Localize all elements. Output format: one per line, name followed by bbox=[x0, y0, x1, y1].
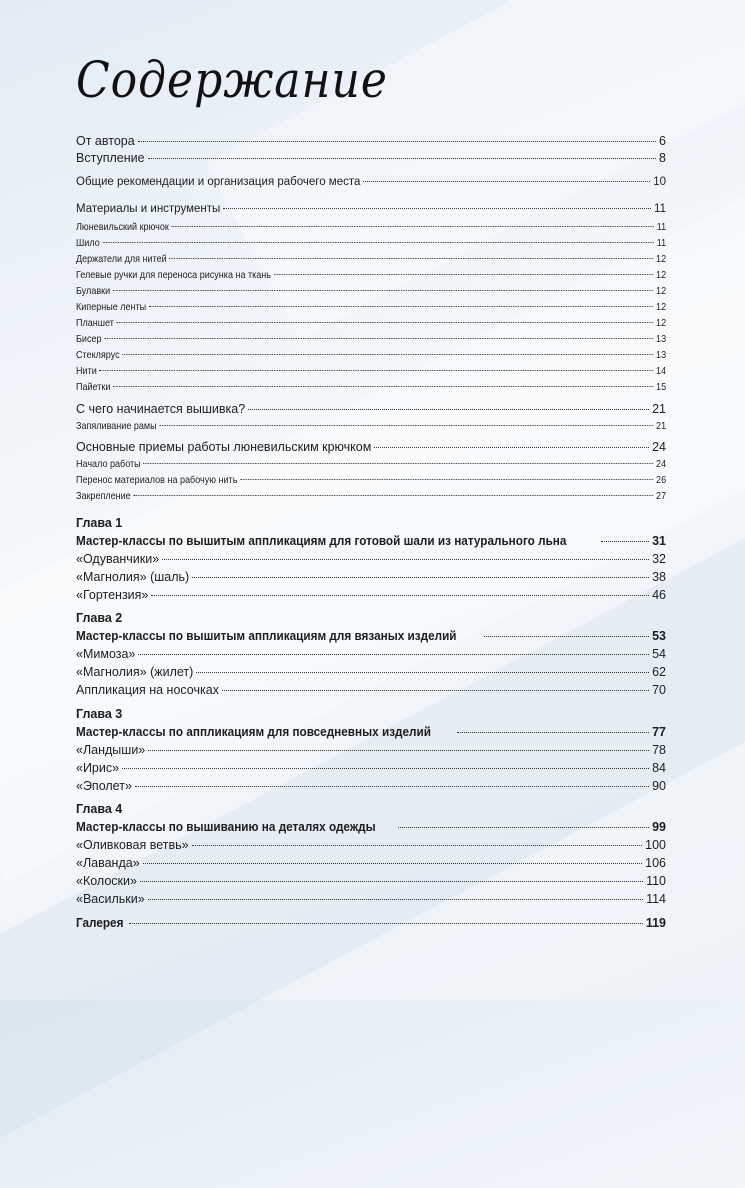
toc-entry-page: 84 bbox=[652, 761, 666, 775]
toc-entry[interactable] bbox=[76, 176, 666, 188]
toc-entry-page: 14 bbox=[656, 365, 667, 377]
toc-entry-page: 21 bbox=[652, 402, 666, 416]
toc-entry-title: С чего начинается вышивка? bbox=[76, 402, 246, 416]
toc-entry-title: Мастер-классы по вышитым аппликациям для вязаных изделий bbox=[76, 629, 457, 643]
toc-entry-page: 21 bbox=[656, 420, 667, 432]
toc-entry-title: Основные приемы работы люневильским крючком bbox=[76, 440, 372, 454]
toc-entry-title: «Гортензия» bbox=[76, 588, 149, 602]
toc-entry-page: 119 bbox=[645, 916, 666, 930]
toc-subentry[interactable] bbox=[76, 490, 666, 502]
toc-subentry[interactable] bbox=[76, 317, 666, 329]
toc-entry-page: 106 bbox=[645, 856, 666, 870]
toc-entry-title: «Одуванчики» bbox=[76, 552, 160, 566]
toc-entry-page: 31 bbox=[652, 534, 666, 548]
toc-entry-page: 6 bbox=[659, 134, 666, 148]
toc-subentry[interactable] bbox=[76, 301, 666, 313]
toc-subentry[interactable] bbox=[76, 349, 666, 361]
toc-entry[interactable] bbox=[76, 402, 666, 416]
toc-entry-page: 46 bbox=[652, 588, 666, 602]
toc-entry-page: 13 bbox=[656, 333, 667, 345]
toc-entry-title: Планшет bbox=[76, 317, 114, 329]
toc-subentry[interactable] bbox=[76, 420, 666, 432]
toc-entry[interactable] bbox=[76, 647, 666, 661]
toc-subentry[interactable] bbox=[76, 365, 666, 377]
chapter-title-entry[interactable] bbox=[76, 820, 666, 834]
toc-entry[interactable] bbox=[76, 151, 666, 165]
toc-entry-title: «Васильки» bbox=[76, 892, 145, 906]
toc-entry[interactable] bbox=[76, 838, 666, 852]
toc-entry-page: 24 bbox=[656, 458, 667, 470]
toc-entry-title: Пайетки bbox=[76, 381, 111, 393]
toc-entry-title: Держатели для нитей bbox=[76, 253, 167, 265]
toc-entry-page: 11 bbox=[656, 237, 667, 249]
chapter-label: Глава 3 bbox=[76, 707, 123, 721]
chapter-title-entry[interactable] bbox=[76, 534, 666, 548]
toc-entry[interactable] bbox=[76, 665, 666, 679]
toc-entry[interactable] bbox=[76, 552, 666, 566]
toc-entry[interactable] bbox=[76, 761, 666, 775]
toc-entry[interactable] bbox=[76, 440, 666, 454]
toc-entry-title: «Оливковая ветвь» bbox=[76, 838, 189, 852]
toc-entry[interactable] bbox=[76, 874, 666, 888]
chapter-title-entry[interactable] bbox=[76, 629, 666, 643]
toc-entry-page: 12 bbox=[656, 317, 667, 329]
toc-entry-title: Булавки bbox=[76, 285, 111, 297]
toc-entry-title: Аппликация на носочках bbox=[76, 683, 219, 697]
toc-entry[interactable] bbox=[76, 570, 666, 584]
toc-entry-page: 8 bbox=[659, 151, 666, 165]
toc-subentry[interactable] bbox=[76, 474, 666, 486]
page-title: Содержание bbox=[76, 52, 388, 110]
toc-entry-page: 38 bbox=[652, 570, 666, 584]
toc-entry-title: «Магнолия» (шаль) bbox=[76, 570, 190, 584]
toc-entry[interactable] bbox=[76, 743, 666, 757]
toc-entry-page: 78 bbox=[652, 743, 666, 757]
toc-entry-page: 12 bbox=[656, 269, 667, 281]
toc-entry[interactable] bbox=[76, 779, 666, 793]
toc-entry-page: 114 bbox=[646, 892, 666, 906]
toc-subentry[interactable] bbox=[76, 333, 666, 345]
toc-entry-title: Мастер-классы по вышитым аппликациям для готовой шали из натурального льна bbox=[76, 534, 567, 548]
toc-entry-title: Галерея bbox=[76, 916, 124, 930]
toc-entry-title: Запяливание рамы bbox=[76, 420, 157, 432]
toc-entry-page: 99 bbox=[652, 820, 666, 834]
toc-subentry[interactable] bbox=[76, 269, 666, 281]
toc-subentry[interactable] bbox=[76, 381, 666, 393]
toc-entry[interactable] bbox=[76, 892, 666, 906]
toc-subentry[interactable] bbox=[76, 237, 666, 249]
chapter-label: Глава 2 bbox=[76, 611, 123, 625]
toc-subentry[interactable] bbox=[76, 458, 666, 470]
toc-entry[interactable] bbox=[76, 856, 666, 870]
toc-subentry[interactable] bbox=[76, 253, 666, 265]
toc-entry-page: 100 bbox=[645, 838, 666, 852]
toc-entry-page: 26 bbox=[656, 474, 667, 486]
toc-entry-page: 90 bbox=[652, 779, 666, 793]
toc-entry-page: 27 bbox=[656, 490, 667, 502]
toc-entry-page: 54 bbox=[652, 647, 666, 661]
toc-entry-title: Гелевые ручки для переноса рисунка на ткань bbox=[76, 269, 271, 281]
toc-entry-page: 32 bbox=[652, 552, 666, 566]
gallery-entry[interactable] bbox=[76, 916, 666, 930]
toc-entry-title: «Лаванда» bbox=[76, 856, 140, 870]
toc-entry-title: От автора bbox=[76, 134, 135, 148]
toc-entry-title: «Колоски» bbox=[76, 874, 137, 888]
toc-entry-title: Начало работы bbox=[76, 458, 141, 470]
toc-entry-page: 11 bbox=[656, 221, 667, 233]
toc-entry-page: 53 bbox=[652, 629, 666, 643]
toc-entry-title: Нити bbox=[76, 365, 97, 377]
chapter-label: Глава 4 bbox=[76, 802, 123, 816]
toc-entry-title: «Мимоза» bbox=[76, 647, 136, 661]
toc-entry-title: Стеклярус bbox=[76, 349, 120, 361]
chapter-label: Глава 1 bbox=[76, 516, 123, 530]
toc-entry-page: 13 bbox=[656, 349, 667, 361]
toc-entry-page: 10 bbox=[653, 176, 666, 188]
toc-entry-title: Общие рекомендации и организация рабочего места bbox=[76, 176, 361, 188]
toc-entry[interactable] bbox=[76, 588, 666, 602]
toc-entry[interactable] bbox=[76, 203, 666, 215]
toc-entry-title: Мастер-классы по аппликациям для повседневных изделий bbox=[76, 725, 431, 739]
toc-entry-page: 12 bbox=[656, 285, 667, 297]
toc-entry-page: 62 bbox=[652, 665, 666, 679]
toc-entry-title: «Эполет» bbox=[76, 779, 132, 793]
chapter-title-entry[interactable] bbox=[76, 725, 666, 739]
toc-entry-page: 15 bbox=[656, 381, 667, 393]
toc-entry-title: Материалы и инструменты bbox=[76, 203, 221, 215]
toc-entry-title: Шило bbox=[76, 237, 100, 249]
toc-entry-page: 12 bbox=[656, 253, 667, 265]
toc-entry-title: Бисер bbox=[76, 333, 102, 345]
toc-entry-title: Мастер-классы по вышиванию на деталях одежды bbox=[76, 820, 376, 834]
toc-entry-title: Киперные ленты bbox=[76, 301, 147, 313]
toc-entry-title: «Магнолия» (жилет) bbox=[76, 665, 194, 679]
toc-entry-title: Люневильский крючок bbox=[76, 221, 169, 233]
toc-entry[interactable] bbox=[76, 683, 666, 697]
toc-entry-page: 12 bbox=[656, 301, 667, 313]
toc-subentry[interactable] bbox=[76, 221, 666, 233]
toc-entry-title: «Ирис» bbox=[76, 761, 120, 775]
toc-entry-page: 77 bbox=[652, 725, 666, 739]
toc-entry-page: 11 bbox=[654, 203, 666, 215]
toc-entry-title: Перенос материалов на рабочую нить bbox=[76, 474, 238, 486]
toc-entry-page: 110 bbox=[646, 874, 666, 888]
toc-entry-page: 24 bbox=[652, 440, 666, 454]
toc-entry-page: 70 bbox=[652, 683, 666, 697]
toc-entry-title: Закрепление bbox=[76, 490, 131, 502]
toc-entry[interactable] bbox=[76, 134, 666, 148]
toc-subentry[interactable] bbox=[76, 285, 666, 297]
toc-entry-title: «Ландыши» bbox=[76, 743, 146, 757]
toc-entry-title: Вступление bbox=[76, 151, 145, 165]
